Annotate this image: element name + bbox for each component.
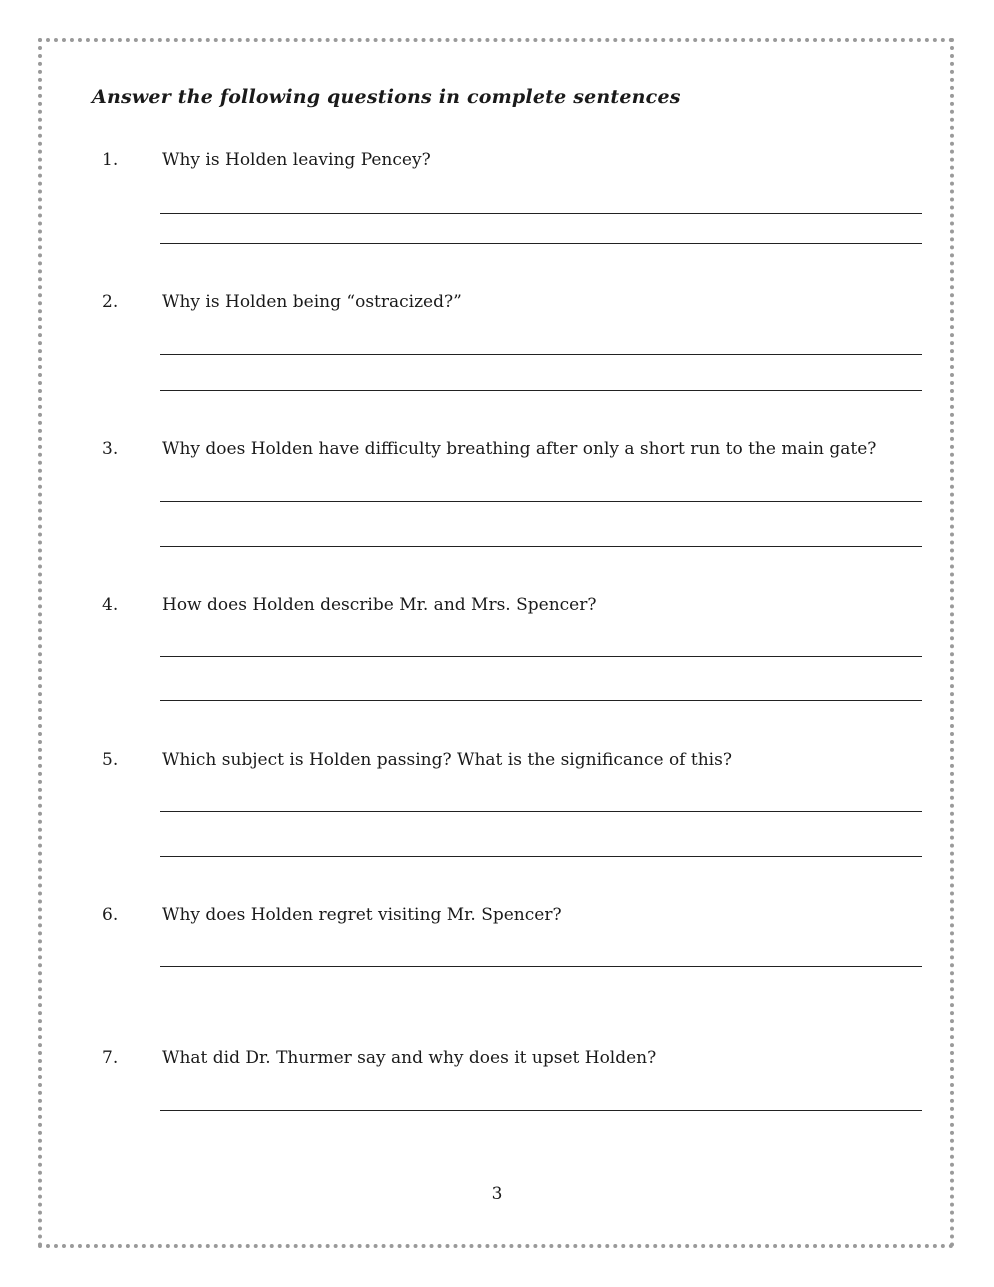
question-number: 1. bbox=[102, 150, 119, 170]
question-number: 2. bbox=[102, 292, 119, 312]
answer-line[interactable] bbox=[160, 1110, 922, 1111]
answer-line[interactable] bbox=[160, 354, 922, 355]
answer-line[interactable] bbox=[160, 700, 922, 701]
question-text: Why does Holden regret visiting Mr. Spencer? bbox=[162, 905, 562, 925]
question-number: 6. bbox=[102, 905, 119, 925]
question-number: 7. bbox=[102, 1048, 119, 1068]
answer-line[interactable] bbox=[160, 390, 922, 391]
answer-line[interactable] bbox=[160, 501, 922, 502]
question-number: 4. bbox=[102, 595, 119, 615]
page-number: 3 bbox=[491, 1184, 503, 1204]
question-text: Why does Holden have difficulty breathing after only a short run to the main gate? bbox=[162, 439, 877, 459]
answer-line[interactable] bbox=[160, 966, 922, 967]
answer-line[interactable] bbox=[160, 546, 922, 547]
answer-line[interactable] bbox=[160, 243, 922, 244]
answer-line[interactable] bbox=[160, 656, 922, 657]
question-text: How does Holden describe Mr. and Mrs. Spencer? bbox=[162, 595, 597, 615]
answer-line[interactable] bbox=[160, 213, 922, 214]
question-text: Why is Holden being “ostracized?” bbox=[162, 292, 462, 312]
question-number: 5. bbox=[102, 750, 119, 770]
question-text: Why is Holden leaving Pencey? bbox=[162, 150, 431, 170]
instructions-heading: Answer the following questions in complete sentences bbox=[92, 86, 681, 108]
answer-line[interactable] bbox=[160, 856, 922, 857]
question-text: What did Dr. Thurmer say and why does it upset Holden? bbox=[162, 1048, 657, 1068]
answer-line[interactable] bbox=[160, 811, 922, 812]
question-text: Which subject is Holden passing? What is the significance of this? bbox=[162, 750, 732, 770]
question-number: 3. bbox=[102, 439, 119, 459]
